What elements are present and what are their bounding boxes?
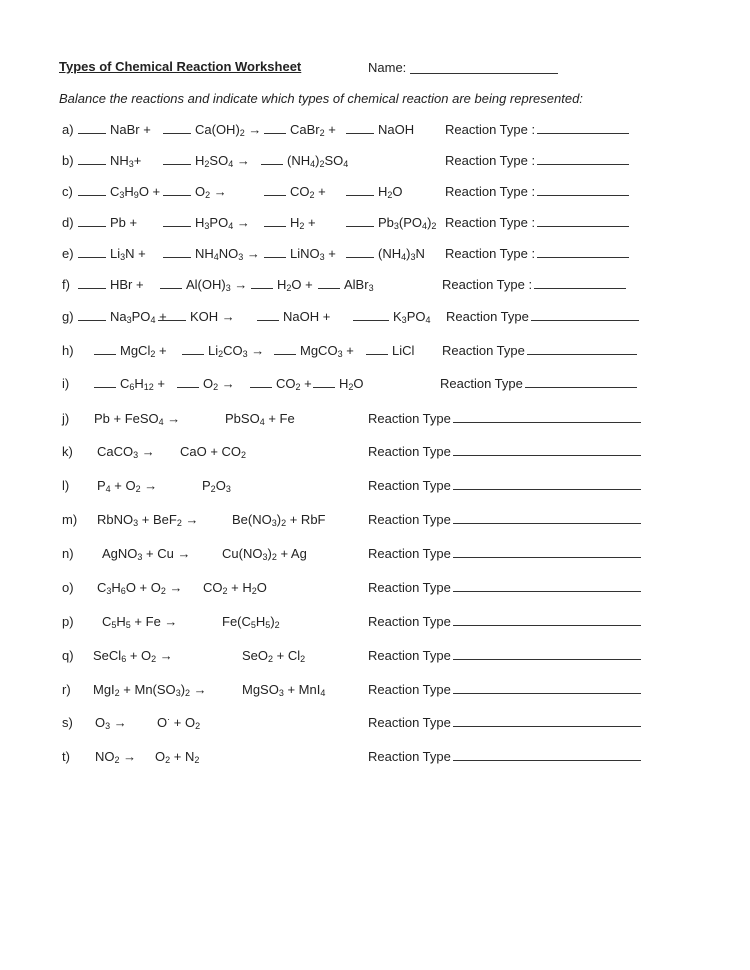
reactants: Pb + FeSO$_4$ → [94, 411, 181, 427]
reaction-term: $CO_2$ + [264, 184, 326, 199]
reaction-letter: f) [62, 277, 70, 292]
reaction-term: $Pb_3(PO_4)_2$ [346, 215, 436, 230]
coefficient-blank[interactable] [182, 343, 204, 355]
instructions: Balance the reactions and indicate which types of chemical reaction are being represented: [59, 91, 583, 106]
reaction-term: $C_3H_9O$ + [78, 184, 160, 199]
products: $Be(NO_3)_2$ + RbF [232, 512, 326, 528]
reaction-type-field: Reaction Type : [445, 246, 629, 261]
reaction-term: MgCO$_3$ + [274, 343, 354, 358]
reaction-letter: t) [62, 749, 70, 764]
coefficient-blank[interactable] [78, 309, 106, 321]
reaction-row [0, 153, 750, 173]
reaction-type-field: Reaction Type [368, 411, 641, 426]
reaction-term: NaBr + [78, 122, 151, 137]
coefficient-blank[interactable] [346, 184, 374, 196]
coefficient-blank[interactable] [264, 246, 286, 258]
reactants: $P_4 + O_2$ → [97, 478, 158, 494]
reactants: SeCl$_6$ + $O_2$ → [93, 648, 173, 664]
reaction-letter: a) [62, 122, 74, 137]
products: $SeO_2 + Cl_2$ [242, 648, 306, 664]
reaction-type-field: Reaction Type [368, 614, 641, 629]
coefficient-blank[interactable] [250, 376, 272, 388]
reaction-term: $O_2$ → [163, 184, 227, 199]
products: MgSO$_3$ + MnI$_4$ [242, 682, 326, 698]
reactants: $NO_2$ → [95, 749, 137, 765]
reaction-term: $Na_3PO_4$ + [78, 309, 167, 324]
coefficient-blank[interactable] [158, 309, 186, 321]
reaction-term: CaBr$_2$ + [264, 122, 336, 137]
reactants: $C_3H_6O + O_2$ → [97, 580, 183, 596]
coefficient-blank[interactable] [160, 277, 182, 289]
reaction-type-blank[interactable] [537, 246, 629, 258]
reaction-term: MgCl$_2$ + [94, 343, 167, 358]
reactants: $O_3$ → [95, 715, 127, 731]
reaction-term: AlBr$_3$ [318, 277, 374, 292]
reaction-row [0, 376, 750, 396]
name-blank[interactable] [410, 73, 558, 74]
reaction-row [0, 478, 750, 498]
reaction-letter: p) [62, 614, 74, 629]
coefficient-blank[interactable] [318, 277, 340, 289]
reaction-letter: k) [62, 444, 73, 459]
products: CaO + $CO_2$ [180, 444, 247, 460]
products: $CO_2 + H_2O$ [203, 580, 267, 596]
reaction-type-blank[interactable] [537, 184, 629, 196]
reaction-letter: e) [62, 246, 74, 261]
reaction-type-field: Reaction Type : [445, 122, 629, 137]
reactants: CaCO$_3$ → [97, 444, 155, 460]
products: PbSO$_4$ + Fe [225, 411, 295, 427]
reactants: $C_5H_5 + Fe$ → [102, 614, 178, 630]
coefficient-blank[interactable] [274, 343, 296, 355]
products: $O_2 + N_2$ [155, 749, 200, 765]
coefficient-blank[interactable] [163, 184, 191, 196]
coefficient-blank[interactable] [264, 184, 286, 196]
coefficient-blank[interactable] [353, 309, 389, 321]
reaction-row [0, 512, 750, 532]
coefficient-blank[interactable] [313, 376, 335, 388]
reaction-term: $H_2$ + [264, 215, 316, 230]
reaction-term: LiCl [366, 343, 414, 358]
coefficient-blank[interactable] [163, 122, 191, 134]
reaction-type-blank[interactable] [453, 648, 641, 660]
reaction-term: $H_2O$ [313, 376, 364, 391]
coefficient-blank[interactable] [177, 376, 199, 388]
reaction-term: $NH_3+$ [78, 153, 141, 168]
reaction-row [0, 277, 750, 297]
coefficient-blank[interactable] [366, 343, 388, 355]
coefficient-blank[interactable] [163, 153, 191, 165]
reaction-term: $Li_2CO_3$ → [182, 343, 264, 358]
products: $Fe(C_5H_5)_2$ [222, 614, 280, 630]
reaction-type-field: Reaction Type : [445, 153, 629, 168]
coefficient-blank[interactable] [264, 215, 286, 227]
reaction-type-blank[interactable] [453, 580, 641, 592]
reaction-term: KOH → [158, 309, 235, 324]
reactants: RbNO$_3$ + BeF$_2$ → [97, 512, 199, 528]
coefficient-blank[interactable] [78, 184, 106, 196]
reaction-type-field: Reaction Type [440, 376, 637, 391]
products: $P_2O_3$ [202, 478, 231, 494]
reaction-term: $(NH_4)_2SO_4$ [261, 153, 348, 168]
reaction-type-field: Reaction Type [368, 715, 641, 730]
reaction-type-blank[interactable] [453, 682, 641, 694]
reaction-type-field: Reaction Type [368, 444, 641, 459]
products: $Cu(NO_3)_2 + Ag$ [222, 546, 307, 562]
reaction-type-field: Reaction Type [368, 512, 641, 527]
reaction-row [0, 309, 750, 329]
reaction-type-field: Reaction Type : [442, 277, 626, 292]
reaction-term: $Li_3N$ + [78, 246, 146, 261]
reaction-letter: o) [62, 580, 74, 595]
reaction-type-blank[interactable] [527, 343, 637, 355]
reaction-type-field: Reaction Type [368, 749, 641, 764]
reactants: AgNO$_3$ + Cu → [102, 546, 191, 562]
coefficient-blank[interactable] [78, 215, 106, 227]
reaction-type-blank[interactable] [453, 715, 641, 727]
reaction-letter: c) [62, 184, 73, 199]
coefficient-blank[interactable] [78, 277, 106, 289]
reaction-letter: m) [62, 512, 78, 527]
products: $O^\cdot + O_2$ [157, 714, 201, 731]
reaction-type-blank[interactable] [537, 153, 629, 165]
reaction-type-blank[interactable] [453, 512, 641, 524]
reaction-type-blank[interactable] [453, 614, 641, 626]
reaction-row [0, 246, 750, 266]
reaction-letter: l) [62, 478, 70, 493]
reaction-letter: j) [62, 411, 70, 426]
reaction-row [0, 580, 750, 600]
coefficient-blank[interactable] [94, 343, 116, 355]
reaction-term: $Al(OH)_3$ → [160, 277, 247, 292]
reaction-type-field: Reaction Type : [445, 215, 629, 230]
reaction-type-field: Reaction Type [368, 648, 641, 663]
coefficient-blank[interactable] [264, 122, 286, 134]
coefficient-blank[interactable] [251, 277, 273, 289]
reaction-letter: b) [62, 153, 74, 168]
reaction-type-field: Reaction Type [368, 682, 641, 697]
reaction-term: $K_3PO_4$ [353, 309, 431, 324]
reaction-type-field: Reaction Type [442, 343, 637, 358]
reaction-row [0, 749, 750, 769]
reaction-term: $Ca(OH)_2$ → [163, 122, 261, 137]
reaction-type-blank[interactable] [537, 122, 629, 134]
reaction-letter: n) [62, 546, 74, 561]
reaction-term: HBr + [78, 277, 144, 292]
reaction-term: $C_6H_{12}$ + [94, 376, 165, 391]
coefficient-blank[interactable] [346, 122, 374, 134]
reaction-type-field: Reaction Type [446, 309, 639, 324]
coefficient-blank[interactable] [261, 153, 283, 165]
coefficient-blank[interactable] [257, 309, 279, 321]
worksheet-title: Types of Chemical Reaction Worksheet [59, 59, 302, 74]
reaction-type-blank[interactable] [537, 215, 629, 227]
reaction-term: NaOH [346, 122, 414, 137]
coefficient-blank[interactable] [163, 246, 191, 258]
name-label: Name: [368, 60, 407, 75]
reaction-type-field: Reaction Type [368, 478, 641, 493]
reaction-term: LiNO$_3$ + [264, 246, 336, 261]
reaction-row [0, 411, 750, 431]
reaction-term: $O_2$ → [177, 376, 235, 391]
coefficient-blank[interactable] [346, 246, 374, 258]
reaction-term: $(NH_4)_3N$ [346, 246, 425, 261]
reaction-row [0, 715, 750, 735]
reaction-row [0, 215, 750, 235]
reaction-type-blank[interactable] [453, 546, 641, 558]
reaction-type-blank[interactable] [453, 749, 641, 761]
reaction-row [0, 546, 750, 566]
reaction-term: $H_3PO_4$ → [163, 215, 250, 230]
reaction-term: $NH_4NO_3$ → [163, 246, 260, 261]
reaction-letter: s) [62, 715, 73, 730]
coefficient-blank[interactable] [94, 376, 116, 388]
reaction-row [0, 343, 750, 363]
reaction-row [0, 648, 750, 668]
reaction-type-blank[interactable] [453, 411, 641, 423]
reaction-type-blank[interactable] [525, 376, 637, 388]
reaction-row [0, 614, 750, 634]
reaction-type-blank[interactable] [531, 309, 639, 321]
reaction-term: NaOH + [257, 309, 330, 324]
reaction-letter: q) [62, 648, 74, 663]
reaction-term: Pb + [78, 215, 137, 230]
reaction-term: $H_2SO_4$ → [163, 153, 250, 168]
reaction-row [0, 122, 750, 142]
reaction-type-blank[interactable] [453, 444, 641, 456]
reaction-term: $CO_2$ + [250, 376, 312, 391]
reaction-type-field: Reaction Type : [445, 184, 629, 199]
reaction-type-field: Reaction Type [368, 546, 641, 561]
reaction-term: $H_2O$ + [251, 277, 313, 292]
reaction-term: $H_2O$ [346, 184, 403, 199]
reaction-type-blank[interactable] [453, 478, 641, 490]
reaction-letter: i) [62, 376, 70, 391]
reaction-type-blank[interactable] [534, 277, 626, 289]
reaction-letter: r) [62, 682, 71, 697]
reaction-row [0, 184, 750, 204]
reaction-type-field: Reaction Type [368, 580, 641, 595]
reactants: $MgI_2 + Mn(SO_3)_2$ → [93, 682, 207, 698]
reaction-letter: g) [62, 309, 74, 324]
reaction-row [0, 682, 750, 702]
coefficient-blank[interactable] [346, 215, 374, 227]
coefficient-blank[interactable] [163, 215, 191, 227]
coefficient-blank[interactable] [78, 153, 106, 165]
coefficient-blank[interactable] [78, 122, 106, 134]
reaction-letter: h) [62, 343, 74, 358]
reaction-row [0, 444, 750, 464]
reaction-letter: d) [62, 215, 74, 230]
coefficient-blank[interactable] [78, 246, 106, 258]
